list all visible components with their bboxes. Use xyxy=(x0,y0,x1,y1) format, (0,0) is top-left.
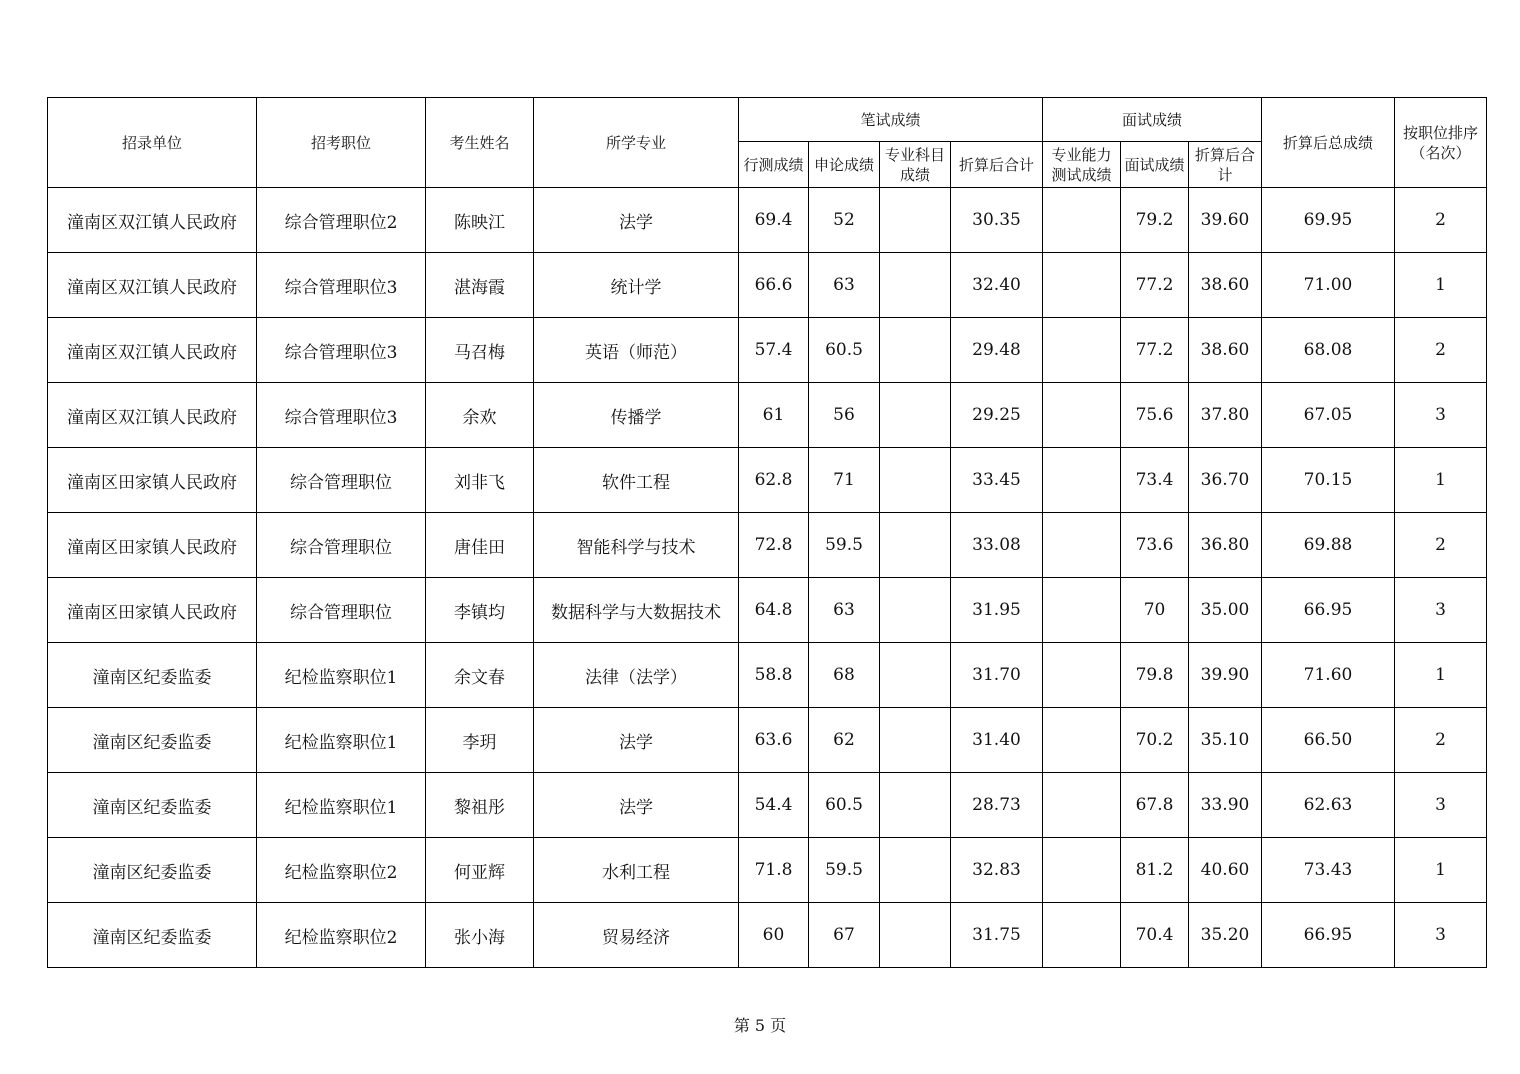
cell-zhuanye xyxy=(880,448,951,513)
cell-xingce: 54.4 xyxy=(739,773,809,838)
cell-interview: 75.6 xyxy=(1121,383,1189,448)
cell-name: 李镇均 xyxy=(426,578,534,643)
cell-name: 黎祖彤 xyxy=(426,773,534,838)
cell-rank: 1 xyxy=(1395,838,1487,903)
cell-zhuanye xyxy=(880,643,951,708)
header-xingce: 行测成绩 xyxy=(739,142,809,188)
cell-name: 余欢 xyxy=(426,383,534,448)
cell-written-total: 33.45 xyxy=(951,448,1043,513)
cell-interview-total: 36.80 xyxy=(1189,513,1262,578)
cell-ability xyxy=(1043,318,1121,383)
cell-name: 唐佳田 xyxy=(426,513,534,578)
cell-unit: 潼南区双江镇人民政府 xyxy=(48,318,257,383)
cell-total: 66.95 xyxy=(1262,578,1395,643)
cell-shenlun: 67 xyxy=(809,903,880,968)
cell-xingce: 72.8 xyxy=(739,513,809,578)
cell-ability xyxy=(1043,188,1121,253)
cell-interview: 67.8 xyxy=(1121,773,1189,838)
cell-total: 66.50 xyxy=(1262,708,1395,773)
cell-interview-total: 37.80 xyxy=(1189,383,1262,448)
cell-unit: 潼南区纪委监委 xyxy=(48,903,257,968)
page-number: 第 5 页 xyxy=(733,1016,787,1035)
cell-position: 纪检监察职位1 xyxy=(257,708,426,773)
cell-rank: 2 xyxy=(1395,188,1487,253)
header-name: 考生姓名 xyxy=(426,98,534,188)
cell-interview: 73.4 xyxy=(1121,448,1189,513)
cell-major: 法学 xyxy=(534,188,739,253)
cell-written-total: 31.70 xyxy=(951,643,1043,708)
header-written-group: 笔试成绩 xyxy=(739,98,1043,142)
header-major: 所学专业 xyxy=(534,98,739,188)
cell-interview-total: 38.60 xyxy=(1189,253,1262,318)
cell-unit: 潼南区纪委监委 xyxy=(48,838,257,903)
cell-unit: 潼南区田家镇人民政府 xyxy=(48,513,257,578)
table-row xyxy=(48,773,1487,838)
cell-rank: 2 xyxy=(1395,318,1487,383)
cell-major: 英语（师范） xyxy=(534,318,739,383)
table-row xyxy=(48,903,1487,968)
cell-shenlun: 60.5 xyxy=(809,773,880,838)
cell-rank: 3 xyxy=(1395,773,1487,838)
cell-shenlun: 60.5 xyxy=(809,318,880,383)
header-zhuanye: 专业科目成绩 xyxy=(880,142,951,188)
cell-rank: 1 xyxy=(1395,253,1487,318)
cell-name: 余文春 xyxy=(426,643,534,708)
cell-ability xyxy=(1043,448,1121,513)
cell-zhuanye xyxy=(880,383,951,448)
cell-position: 综合管理职位3 xyxy=(257,253,426,318)
cell-interview: 77.2 xyxy=(1121,318,1189,383)
cell-ability xyxy=(1043,578,1121,643)
header-unit: 招录单位 xyxy=(48,98,257,188)
cell-major: 法学 xyxy=(534,773,739,838)
score-table xyxy=(47,97,1487,968)
cell-total: 71.00 xyxy=(1262,253,1395,318)
cell-rank: 1 xyxy=(1395,448,1487,513)
cell-position: 综合管理职位 xyxy=(257,513,426,578)
cell-position: 综合管理职位 xyxy=(257,448,426,513)
cell-shenlun: 63 xyxy=(809,578,880,643)
cell-xingce: 60 xyxy=(739,903,809,968)
cell-rank: 1 xyxy=(1395,643,1487,708)
cell-zhuanye xyxy=(880,513,951,578)
cell-unit: 潼南区双江镇人民政府 xyxy=(48,253,257,318)
cell-zhuanye xyxy=(880,903,951,968)
cell-position: 纪检监察职位2 xyxy=(257,838,426,903)
cell-interview-total: 38.60 xyxy=(1189,318,1262,383)
header-position: 招考职位 xyxy=(257,98,426,188)
cell-position: 综合管理职位3 xyxy=(257,383,426,448)
cell-position: 综合管理职位2 xyxy=(257,188,426,253)
cell-interview: 77.2 xyxy=(1121,253,1189,318)
cell-ability xyxy=(1043,513,1121,578)
table-row xyxy=(48,708,1487,773)
cell-zhuanye xyxy=(880,838,951,903)
cell-name: 张小海 xyxy=(426,903,534,968)
cell-unit: 潼南区纪委监委 xyxy=(48,773,257,838)
cell-interview-total: 35.00 xyxy=(1189,578,1262,643)
cell-ability xyxy=(1043,253,1121,318)
cell-major: 数据科学与大数据技术 xyxy=(534,578,739,643)
cell-xingce: 69.4 xyxy=(739,188,809,253)
cell-written-total: 28.73 xyxy=(951,773,1043,838)
cell-name: 李玥 xyxy=(426,708,534,773)
cell-interview-total: 39.60 xyxy=(1189,188,1262,253)
header-written-total: 折算后合计 xyxy=(951,142,1043,188)
cell-zhuanye xyxy=(880,708,951,773)
cell-shenlun: 52 xyxy=(809,188,880,253)
cell-rank: 3 xyxy=(1395,903,1487,968)
cell-major: 贸易经济 xyxy=(534,903,739,968)
cell-ability xyxy=(1043,708,1121,773)
cell-interview: 81.2 xyxy=(1121,838,1189,903)
cell-unit: 潼南区纪委监委 xyxy=(48,643,257,708)
cell-interview: 73.6 xyxy=(1121,513,1189,578)
cell-xingce: 66.6 xyxy=(739,253,809,318)
table-row xyxy=(48,643,1487,708)
cell-xingce: 57.4 xyxy=(739,318,809,383)
cell-rank: 2 xyxy=(1395,513,1487,578)
cell-shenlun: 59.5 xyxy=(809,513,880,578)
cell-interview: 70.4 xyxy=(1121,903,1189,968)
cell-major: 智能科学与技术 xyxy=(534,513,739,578)
cell-xingce: 63.6 xyxy=(739,708,809,773)
header-row-top xyxy=(48,98,1487,142)
table-row xyxy=(48,383,1487,448)
cell-written-total: 33.08 xyxy=(951,513,1043,578)
cell-interview-total: 36.70 xyxy=(1189,448,1262,513)
cell-shenlun: 63 xyxy=(809,253,880,318)
cell-zhuanye xyxy=(880,188,951,253)
cell-unit: 潼南区纪委监委 xyxy=(48,708,257,773)
table-row xyxy=(48,513,1487,578)
cell-major: 统计学 xyxy=(534,253,739,318)
cell-shenlun: 71 xyxy=(809,448,880,513)
table-row xyxy=(48,253,1487,318)
cell-interview: 79.2 xyxy=(1121,188,1189,253)
table-row xyxy=(48,318,1487,383)
cell-total: 70.15 xyxy=(1262,448,1395,513)
cell-name: 马召梅 xyxy=(426,318,534,383)
cell-position: 纪检监察职位2 xyxy=(257,903,426,968)
cell-xingce: 64.8 xyxy=(739,578,809,643)
cell-xingce: 58.8 xyxy=(739,643,809,708)
cell-interview-total: 33.90 xyxy=(1189,773,1262,838)
cell-total: 66.95 xyxy=(1262,903,1395,968)
table-row xyxy=(48,448,1487,513)
header-interview: 面试成绩 xyxy=(1121,142,1189,188)
cell-major: 水利工程 xyxy=(534,838,739,903)
cell-written-total: 29.25 xyxy=(951,383,1043,448)
cell-written-total: 29.48 xyxy=(951,318,1043,383)
cell-xingce: 62.8 xyxy=(739,448,809,513)
cell-rank: 3 xyxy=(1395,578,1487,643)
cell-written-total: 31.75 xyxy=(951,903,1043,968)
cell-interview: 79.8 xyxy=(1121,643,1189,708)
header-interview-total: 折算后合计 xyxy=(1189,142,1262,188)
cell-shenlun: 59.5 xyxy=(809,838,880,903)
cell-interview-total: 39.90 xyxy=(1189,643,1262,708)
cell-total: 62.63 xyxy=(1262,773,1395,838)
cell-zhuanye xyxy=(880,253,951,318)
cell-shenlun: 56 xyxy=(809,383,880,448)
cell-shenlun: 68 xyxy=(809,643,880,708)
cell-total: 71.60 xyxy=(1262,643,1395,708)
cell-written-total: 31.40 xyxy=(951,708,1043,773)
table-row xyxy=(48,838,1487,903)
table-body xyxy=(48,188,1487,968)
cell-total: 73.43 xyxy=(1262,838,1395,903)
cell-xingce: 61 xyxy=(739,383,809,448)
cell-total: 68.08 xyxy=(1262,318,1395,383)
cell-rank: 3 xyxy=(1395,383,1487,448)
cell-interview-total: 40.60 xyxy=(1189,838,1262,903)
cell-name: 刘非飞 xyxy=(426,448,534,513)
cell-ability xyxy=(1043,903,1121,968)
header-total: 折算后总成绩 xyxy=(1262,98,1395,188)
cell-name: 何亚辉 xyxy=(426,838,534,903)
cell-ability xyxy=(1043,383,1121,448)
cell-unit: 潼南区双江镇人民政府 xyxy=(48,383,257,448)
cell-major: 法律（法学） xyxy=(534,643,739,708)
cell-interview: 70.2 xyxy=(1121,708,1189,773)
header-shenlun: 申论成绩 xyxy=(809,142,880,188)
cell-total: 67.05 xyxy=(1262,383,1395,448)
cell-position: 纪检监察职位1 xyxy=(257,773,426,838)
cell-major: 法学 xyxy=(534,708,739,773)
cell-position: 综合管理职位3 xyxy=(257,318,426,383)
cell-written-total: 32.83 xyxy=(951,838,1043,903)
header-rank: 按职位排序（名次） xyxy=(1395,98,1487,188)
cell-written-total: 30.35 xyxy=(951,188,1043,253)
cell-rank: 2 xyxy=(1395,708,1487,773)
cell-unit: 潼南区田家镇人民政府 xyxy=(48,448,257,513)
table-row xyxy=(48,578,1487,643)
cell-zhuanye xyxy=(880,773,951,838)
cell-name: 陈映江 xyxy=(426,188,534,253)
header-ability: 专业能力测试成绩 xyxy=(1043,142,1121,188)
table-row xyxy=(48,188,1487,253)
cell-total: 69.95 xyxy=(1262,188,1395,253)
cell-unit: 潼南区双江镇人民政府 xyxy=(48,188,257,253)
cell-name: 湛海霞 xyxy=(426,253,534,318)
cell-shenlun: 62 xyxy=(809,708,880,773)
cell-ability xyxy=(1043,838,1121,903)
cell-ability xyxy=(1043,643,1121,708)
cell-total: 69.88 xyxy=(1262,513,1395,578)
header-interview-group: 面试成绩 xyxy=(1043,98,1262,142)
cell-interview-total: 35.10 xyxy=(1189,708,1262,773)
cell-major: 传播学 xyxy=(534,383,739,448)
cell-position: 综合管理职位 xyxy=(257,578,426,643)
cell-zhuanye xyxy=(880,318,951,383)
cell-ability xyxy=(1043,773,1121,838)
cell-zhuanye xyxy=(880,578,951,643)
cell-written-total: 31.95 xyxy=(951,578,1043,643)
cell-interview-total: 35.20 xyxy=(1189,903,1262,968)
cell-position: 纪检监察职位1 xyxy=(257,643,426,708)
cell-written-total: 32.40 xyxy=(951,253,1043,318)
cell-unit: 潼南区田家镇人民政府 xyxy=(48,578,257,643)
cell-major: 软件工程 xyxy=(534,448,739,513)
cell-xingce: 71.8 xyxy=(739,838,809,903)
cell-interview: 70 xyxy=(1121,578,1189,643)
